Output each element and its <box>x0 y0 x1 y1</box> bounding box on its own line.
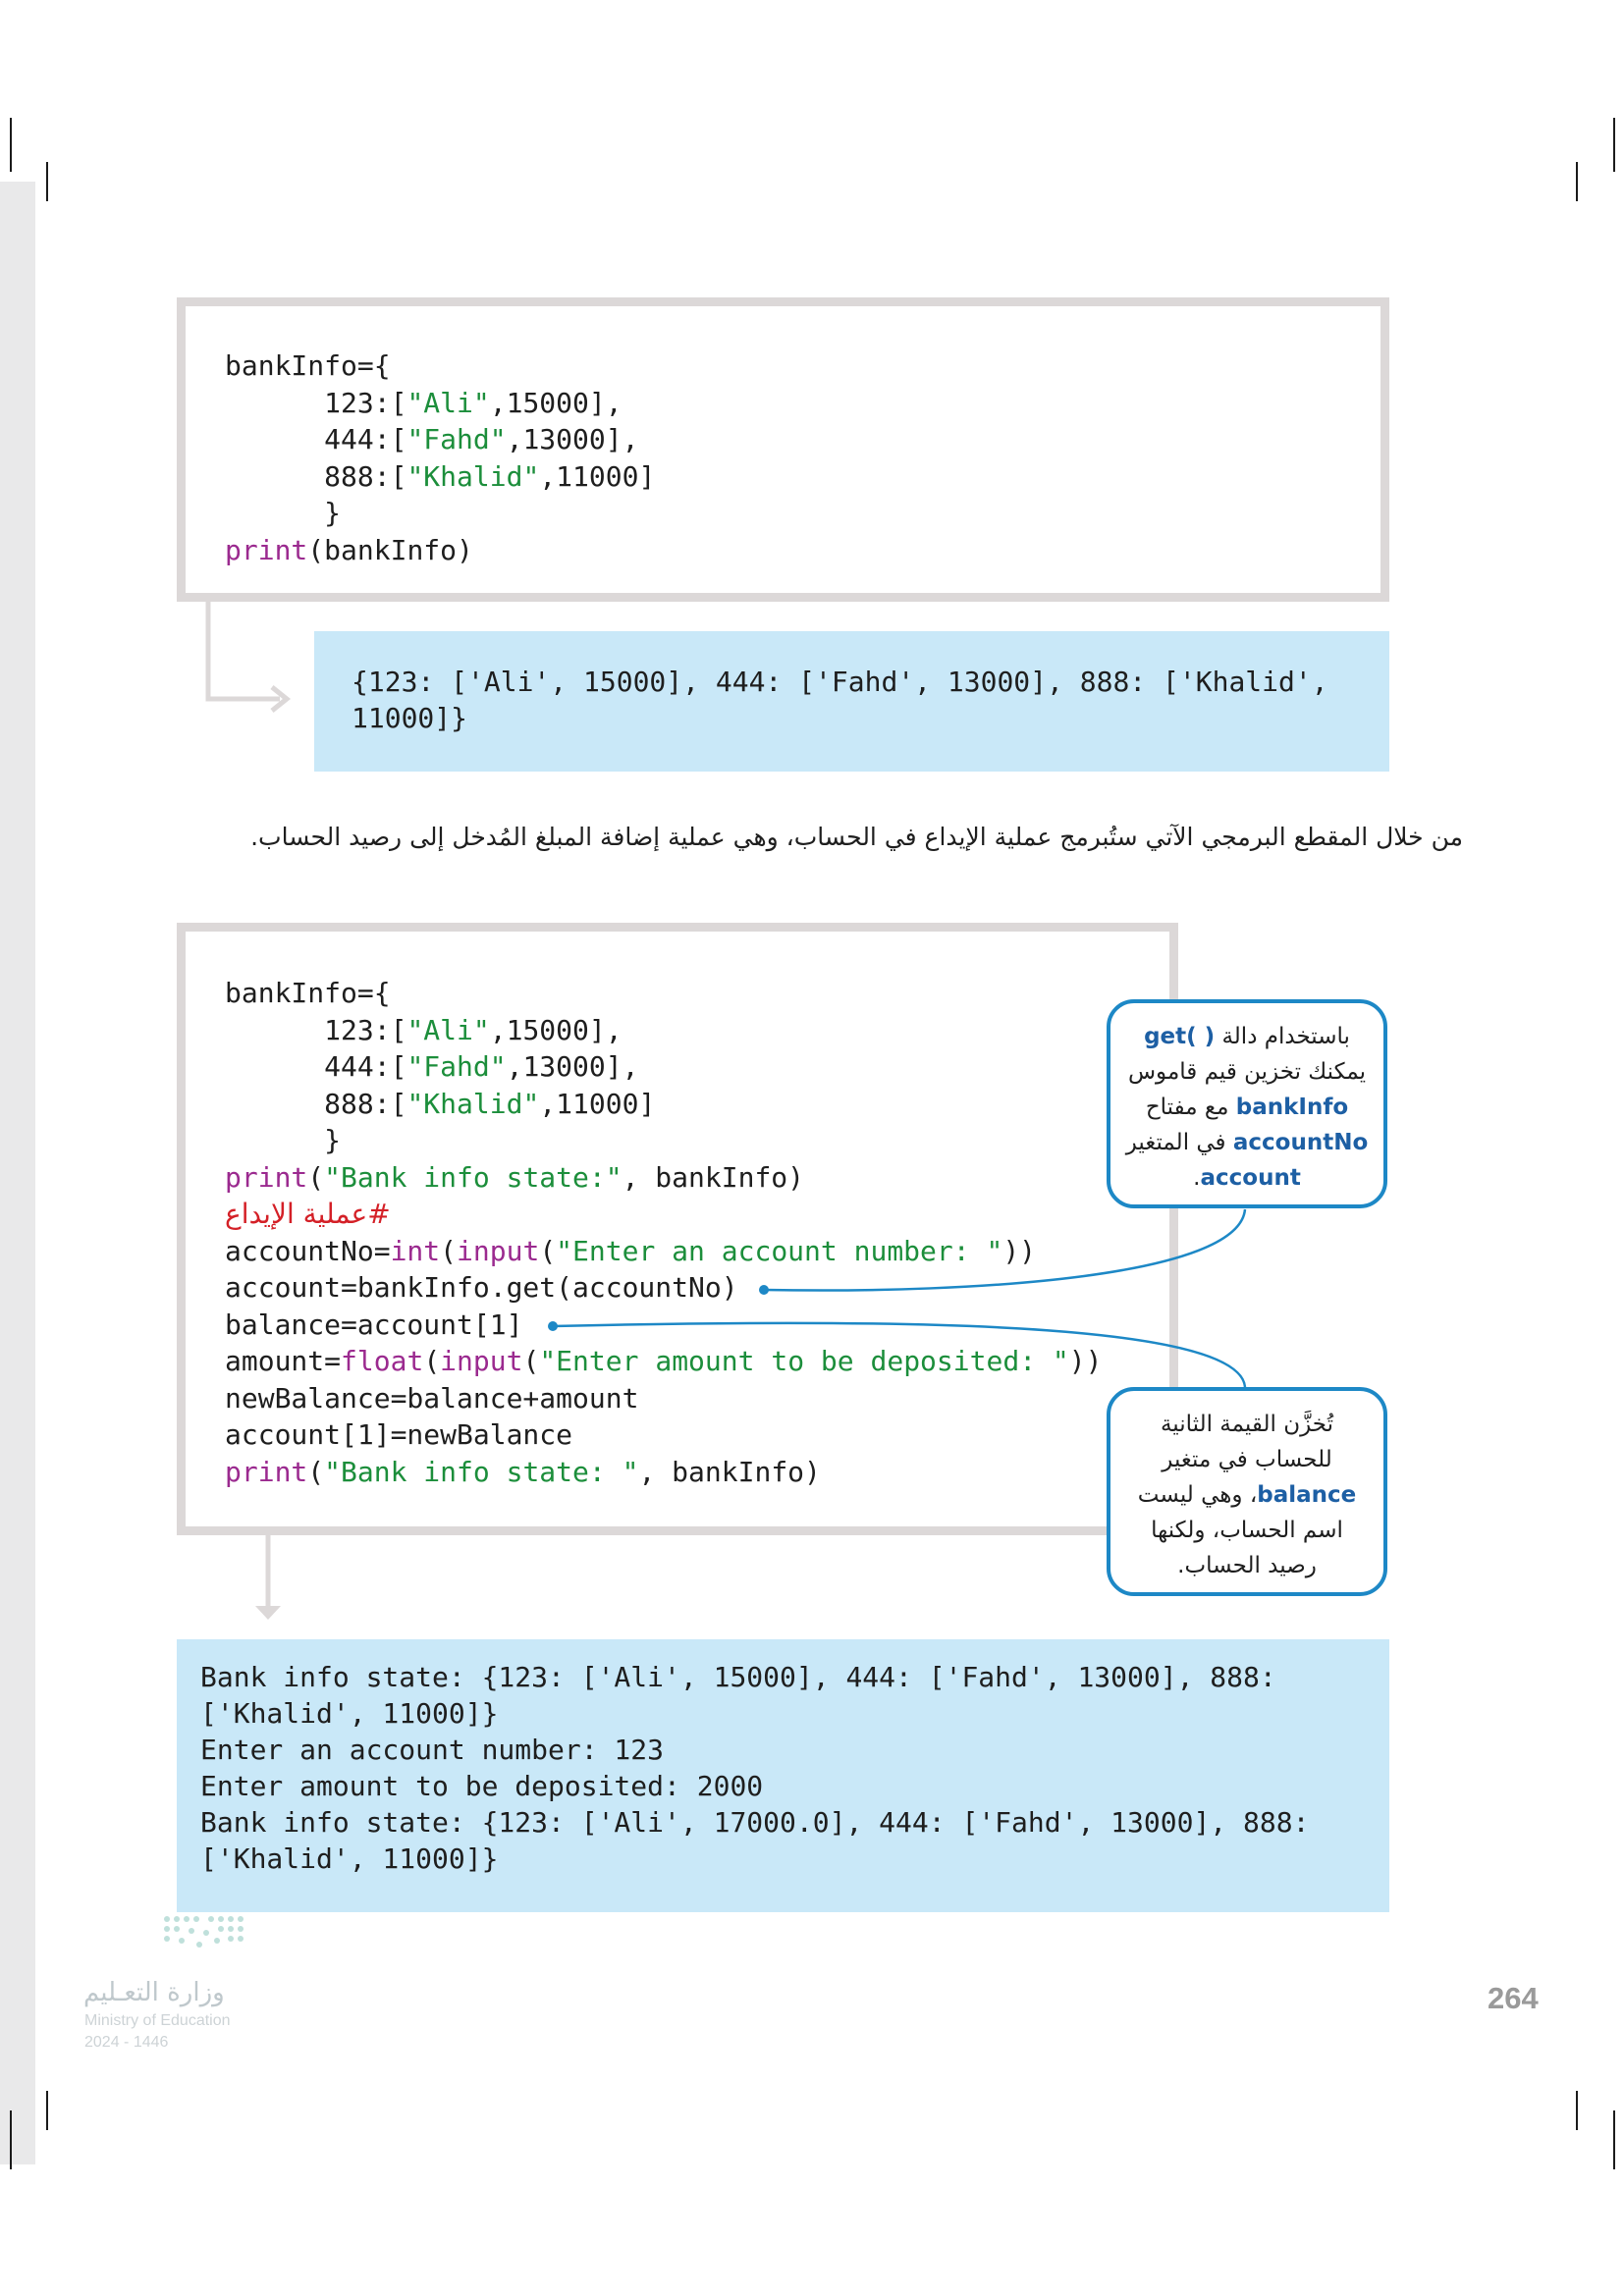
code-token: ,13000], <box>506 1050 639 1083</box>
code-token: ,15000], <box>489 386 623 419</box>
output-line: 11000]} <box>352 702 468 734</box>
output-line: Bank info state: {123: ['Ali', 15000], 444: ['Fahd', 13000], 888: <box>200 1661 1276 1693</box>
callout-text: رصيد الحساب. <box>1177 1553 1317 1578</box>
code-comment: #عملية الإيداع <box>225 1198 391 1230</box>
code-token: print <box>225 1455 308 1488</box>
code-token: "Ali" <box>406 386 490 419</box>
code-token: (bankInfo) <box>307 533 473 566</box>
code-token: int <box>390 1234 441 1267</box>
code-token: bankInfo={ <box>225 977 391 1009</box>
code-token: ( <box>307 1160 325 1194</box>
code-token: ,15000], <box>489 1013 623 1046</box>
output-block-2 <box>177 1639 1389 1912</box>
code-token: "Khalid" <box>406 459 540 493</box>
callout-keyword: account <box>1200 1165 1301 1191</box>
code-token: ,13000], <box>506 423 639 455</box>
code-token: "Fahd" <box>406 423 507 455</box>
code-token: 123:[ <box>225 1013 407 1046</box>
code-token: ( <box>440 1234 458 1267</box>
code-token: accountNo= <box>225 1234 391 1267</box>
code-token: ,11000] <box>539 1087 656 1120</box>
code-token: 444:[ <box>225 1050 407 1083</box>
output-line: Enter amount to be deposited: 2000 <box>200 1770 764 1802</box>
callout-get-dot <box>759 1285 769 1295</box>
output-line: Enter an account number: 123 <box>200 1734 665 1766</box>
code-token: ( <box>522 1345 540 1377</box>
code-token: )) <box>1002 1234 1037 1267</box>
code-token: account[1]=newBalance <box>225 1418 573 1451</box>
callout-get <box>1107 999 1387 1208</box>
code-token: bankInfo={ <box>225 349 391 382</box>
code-token: float <box>341 1345 424 1377</box>
code-token: "Bank info state: " <box>324 1455 639 1488</box>
code-token: "Enter an account number: " <box>556 1234 1003 1267</box>
callout-keyword: accountNo <box>1232 1130 1369 1155</box>
code-token: 123:[ <box>225 386 407 419</box>
code-token: print <box>225 533 308 566</box>
page-number: 264 <box>1488 1981 1539 2015</box>
callout-text: في المتغير <box>1125 1130 1233 1155</box>
code-token: , bankInfo) <box>622 1160 805 1194</box>
code-token: , bankInfo) <box>638 1455 821 1488</box>
callout-text: . <box>1193 1165 1201 1191</box>
output-line: ['Khalid', 11000]} <box>200 1842 499 1875</box>
callout-balance-dot <box>548 1321 558 1331</box>
callout-text: باستخدام دالة <box>1215 1024 1350 1049</box>
callout-text: يمكنك تخزين قيم قاموس <box>1127 1059 1367 1085</box>
code-token: "Ali" <box>406 1013 490 1046</box>
code-token: input <box>457 1234 540 1267</box>
code-token: "Fahd" <box>406 1050 507 1083</box>
code-token: 888:[ <box>225 1087 407 1120</box>
intro-paragraph: من خلال المقطع البرمجي الآتي ستُبرمج عملية الإيداع في الحساب، وهي عملية إضافة المبلغ المُدخل إلى رصيد الحساب. <box>250 823 1463 851</box>
callout-text: للحساب في متغير <box>1162 1447 1332 1472</box>
code-token: ( <box>307 1455 325 1488</box>
callout-text: تُخزَّن القيمة الثانية <box>1160 1412 1334 1437</box>
code-token: "Bank info state:" <box>324 1160 623 1194</box>
code-token: ,11000] <box>539 459 656 493</box>
ministry-name-en: Ministry of Education <box>84 2012 231 2029</box>
callout-get-line <box>764 1209 1245 1291</box>
code-token: )) <box>1068 1345 1103 1377</box>
code-token: ( <box>539 1234 557 1267</box>
code-token: ( <box>423 1345 441 1377</box>
code-token: "Khalid" <box>406 1087 540 1120</box>
callout-balance-line <box>553 1323 1245 1387</box>
output-listing-2 <box>200 1659 1309 1877</box>
output-line: Bank info state: {123: ['Ali', 17000.0], 444: ['Fahd', 13000], 888: <box>200 1806 1310 1839</box>
code-token: input <box>440 1345 523 1377</box>
output-line: {123: ['Ali', 15000], 444: ['Fahd', 13000], 888: ['Khalid', <box>352 666 1328 698</box>
code-token: account=bankInfo.get(accountNo) <box>225 1271 738 1304</box>
callout-keyword: bankInfo <box>1235 1095 1349 1120</box>
code-token: balance=account[1] <box>225 1308 523 1341</box>
code-token: "Enter amount to be deposited: " <box>539 1345 1069 1377</box>
ministry-year: 2024 - 1446 <box>84 2034 169 2051</box>
code-token: print <box>225 1160 308 1194</box>
code-token: 444:[ <box>225 423 407 455</box>
code-token: 888:[ <box>225 459 407 493</box>
code-token: newBalance=balance+amount <box>225 1381 639 1415</box>
callout-text: اسم الحساب، ولكنها <box>1151 1518 1343 1543</box>
callout-balance <box>1107 1387 1387 1596</box>
ministry-name-ar: وزارة التعـليم <box>83 1978 225 2007</box>
code-token: } <box>225 1124 342 1156</box>
code-token: } <box>225 497 342 529</box>
output-line: ['Khalid', 11000]} <box>200 1697 499 1730</box>
code-token: amount= <box>225 1345 342 1377</box>
callout-text: مع مفتاح <box>1145 1095 1236 1120</box>
callout-text: ، وهي ليست <box>1137 1482 1258 1508</box>
callout-keyword: balance <box>1257 1482 1357 1508</box>
callout-keyword: get( ) <box>1144 1024 1216 1049</box>
